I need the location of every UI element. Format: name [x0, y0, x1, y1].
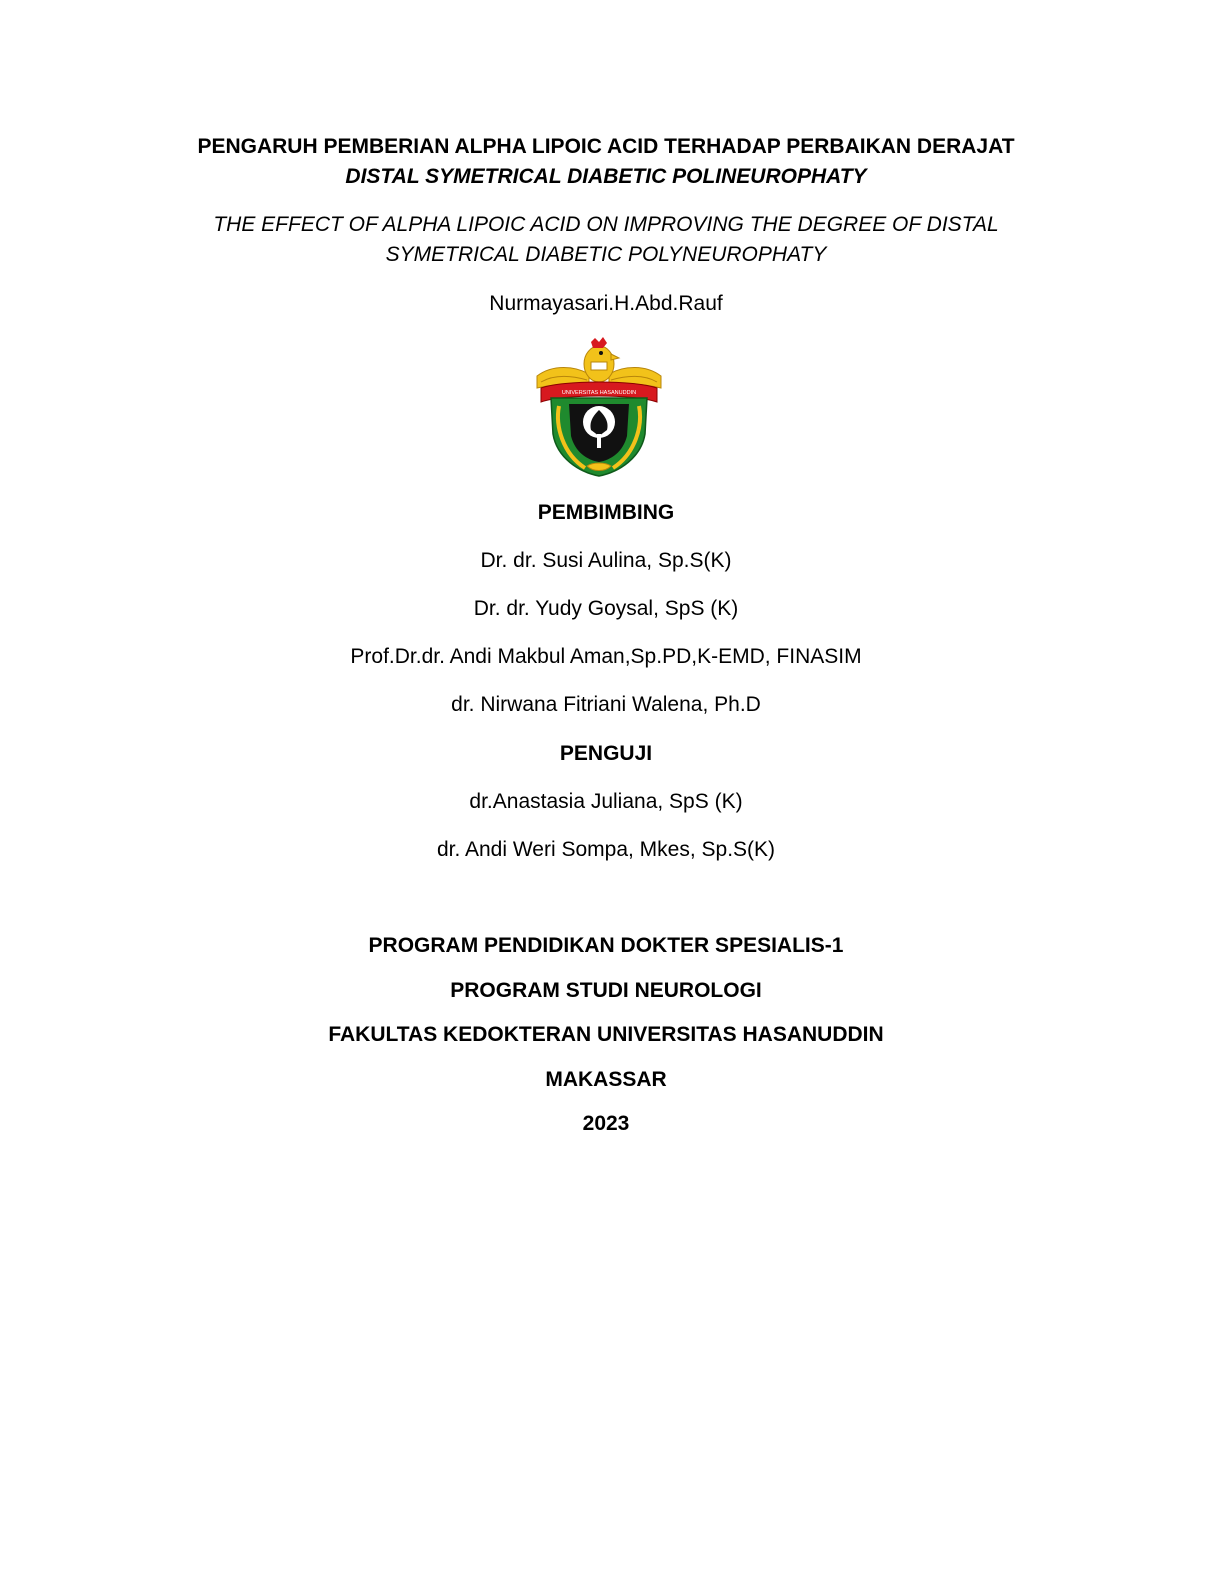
faculty-name: FAKULTAS KEDOKTERAN UNIVERSITAS HASANUDDIN [328, 1023, 884, 1046]
supervisor-name: Dr. dr. Yudy Goysal, SpS (K) [473, 597, 739, 620]
supervisor-name: Dr. dr. Susi Aulina, Sp.S(K) [480, 549, 732, 572]
svg-text:UNIVERSITAS HASANUDDIN: UNIVERSITAS HASANUDDIN [561, 390, 637, 396]
english-title-line-2: SYMETRICAL DIABETIC POLYNEUROPHATY [385, 243, 827, 266]
study-program: PROGRAM STUDI NEUROLOGI [450, 979, 762, 1002]
supervisors-heading: PEMBIMBING [537, 501, 675, 524]
year: 2023 [582, 1112, 630, 1135]
title-line-1: PENGARUH PEMBERIAN ALPHA LIPOIC ACID TERHADAP PERBAIKAN DERAJAT [197, 135, 1015, 158]
examiner-name: dr.Anastasia Juliana, SpS (K) [469, 790, 743, 813]
supervisor-name: dr. Nirwana Fitriani Walena, Ph.D [451, 693, 761, 716]
examiners-heading: PENGUJI [559, 742, 653, 765]
examiner-name: dr. Andi Weri Sompa, Mkes, Sp.S(K) [436, 838, 776, 861]
english-title-line-1: THE EFFECT OF ALPHA LIPOIC ACID ON IMPROVING THE DEGREE OF DISTAL [213, 213, 999, 236]
university-crest-icon [533, 336, 665, 478]
supervisor-name: Prof.Dr.dr. Andi Makbul Aman,Sp.PD,K-EMD, FINASIM [350, 645, 862, 668]
city-name: MAKASSAR [545, 1068, 667, 1091]
title-line-2: DISTAL SYMETRICAL DIABETIC POLINEUROPHATY [345, 165, 867, 188]
author-name: Nurmayasari.H.Abd.Rauf [489, 292, 723, 315]
program-name: PROGRAM PENDIDIKAN DOKTER SPESIALIS-1 [368, 934, 844, 957]
